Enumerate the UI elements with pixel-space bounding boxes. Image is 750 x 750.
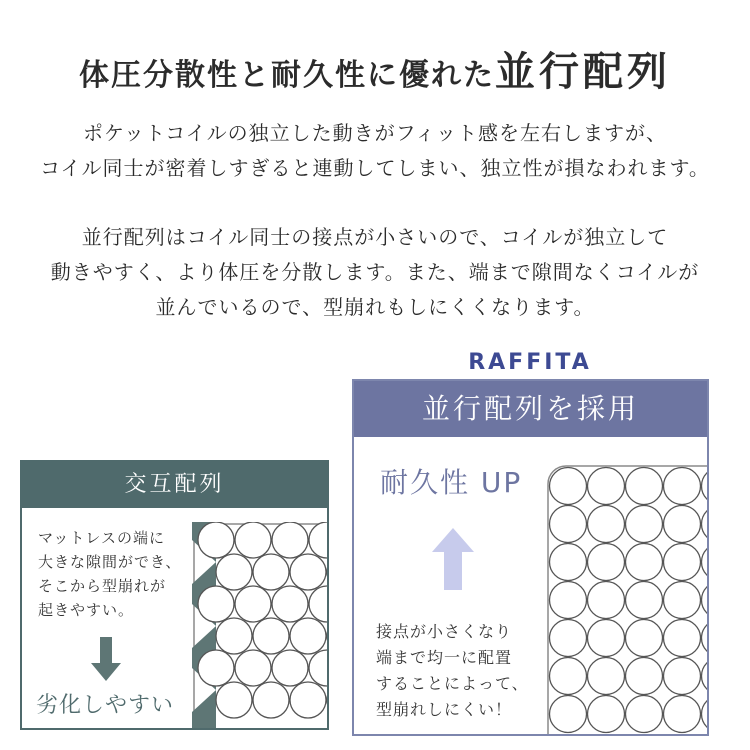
coil-circle [253,682,289,718]
coil-circle [664,544,701,581]
coil-circle [272,586,308,622]
coil-circle [664,468,701,505]
coil-circle [588,658,625,695]
coil-circle [626,544,663,581]
coil-circle [216,618,252,654]
coil-circle [588,468,625,505]
down-arrow-icon [91,637,121,681]
detail-line: 動きやすく、より体圧を分散します。また、端まで隙間なくコイルが [50,260,700,284]
coil-circle [550,582,587,619]
degrades-easily-label: 劣化しやすい [36,693,175,718]
alternate-coil-grid [192,522,329,730]
coil-circle [198,522,234,558]
title-emphasis: 並行配列 [495,48,671,95]
coil-circle [588,582,625,619]
page-title [0,40,750,97]
coil-circle [290,682,326,718]
parallel-coil-grid [546,464,709,736]
alternate-description-line: 起きやすい。 [38,601,135,619]
coil-circle [626,506,663,543]
detail-paragraph [0,220,750,325]
parallel-description-line: 接点が小さくなり [376,622,513,641]
coil-circle [550,658,587,695]
coil-circle [588,506,625,543]
coil-circle [327,682,329,718]
coil-circle [198,586,234,622]
coil-circle [588,544,625,581]
coil-circle [664,506,701,543]
coil-circle [216,682,252,718]
detail-line: 並んでいるので、型崩れもしにくくなります。 [155,295,595,319]
coil-circle [626,658,663,695]
coil-circle [664,658,701,695]
alternate-card-header: 交互配列 [22,462,327,508]
parallel-description-line: することによって、 [376,674,529,693]
brand-logo: RAFFITA [468,350,592,375]
coil-circle [550,696,587,733]
parallel-arrangement-card [352,379,709,736]
parallel-description [376,619,529,723]
intro-line: コイル同士が密着しすぎると連動してしまい、独立性が損なわれます。 [40,156,710,180]
alternate-description-line: マットレスの端に [38,529,165,547]
coil-circle [550,468,587,505]
coil-circle [550,620,587,657]
coil-circle [626,620,663,657]
coil-circle [664,620,701,657]
coil-circle [216,554,252,590]
coil-circle [327,618,329,654]
coil-circle [550,506,587,543]
coil-circle [272,650,308,686]
durability-up-label: 耐久性 UP [380,466,523,499]
parallel-description-line: 端まで均一に配置 [376,648,513,667]
intro-paragraph [0,116,750,186]
coil-circle [588,696,625,733]
alternate-description-line: 大きな隙間ができ、 [38,553,182,571]
coil-circle [626,468,663,505]
coil-circle [550,544,587,581]
coil-circle [235,522,271,558]
coil-circle [626,582,663,619]
coil-circle [253,554,289,590]
intro-line: ポケットコイルの独立した動きがフィット感を左右しますが、 [83,121,667,145]
coil-circle [272,522,308,558]
coil-circle [235,650,271,686]
coil-circle [253,618,289,654]
alternate-description [38,526,181,622]
coil-circle [290,618,326,654]
title-lead: 体圧分散性と耐久性に優れた [79,58,495,93]
coil-circle [664,582,701,619]
up-arrow-icon [432,528,474,590]
alternate-description-line: そこから型崩れが [38,577,167,595]
coil-circle [290,554,326,590]
parallel-description-line: 型崩れしにくい！ [376,700,513,719]
coil-circle [664,696,701,733]
parallel-card-header: 並行配列を採用 [354,381,707,437]
coil-circle [626,696,663,733]
alternate-arrangement-card [20,460,329,730]
coil-circle [588,620,625,657]
coil-circle [327,554,329,590]
detail-line: 並行配列はコイル同士の接点が小さいので、コイルが独立して [81,225,669,249]
coil-circle [198,650,234,686]
coil-circle [235,586,271,622]
